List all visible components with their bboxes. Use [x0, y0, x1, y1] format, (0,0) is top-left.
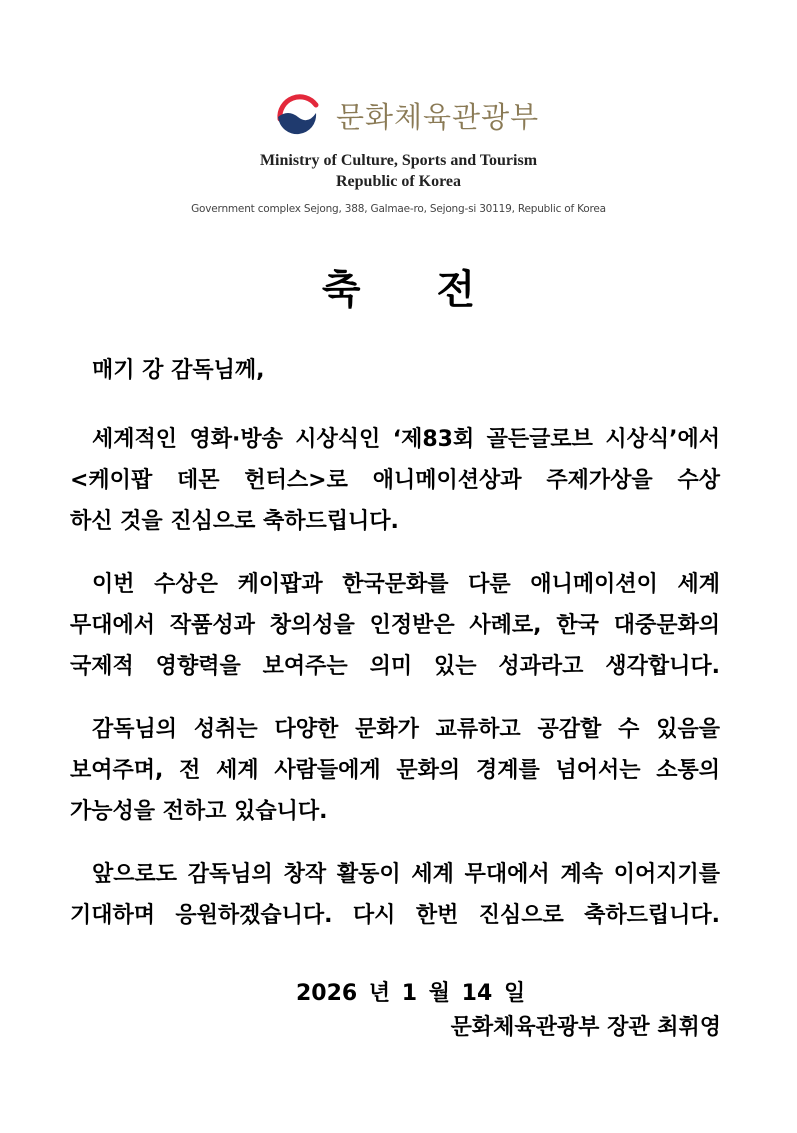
paragraph-4-line-1: 앞으로도 감독님의 창작 활동이 세계 무대에서 계속 이어지기를: [92, 862, 720, 887]
paragraph-2-line-2: 무대에서 작품성과 창의성을 인정받은 사례로, 한국 대중문화의: [70, 613, 720, 638]
paragraph-1-line-2: <케이팝 데몬 헌터스>로 애니메이션상과 주제가상을 수상: [70, 468, 720, 493]
paragraph-1-line-3: 하신 것을 진심으로 축하드립니다.: [70, 509, 399, 534]
paragraph-3-line-1: 감독님의 성취는 다양한 문화가 교류하고 공감할 수 있음을: [92, 717, 720, 742]
paragraph-3-line-3: 가능성을 전하고 있습니다.: [70, 799, 328, 824]
paragraph-4-line-2: 기대하며 응원하겠습니다. 다시 한번 진심으로 축하드립니다.: [70, 903, 720, 928]
ministry-logo: [270, 88, 539, 142]
taegeuk-emblem-icon: [270, 89, 326, 141]
salutation: 매기 강 감독님께,: [92, 358, 265, 383]
letterhead: [0, 0, 797, 230]
letter-date: 2026 년 1 월 14 일: [296, 981, 526, 1006]
ministry-name-korean: 문화체육관광부: [336, 99, 540, 134]
ministry-address: Government complex Sejong, 388, Galmae-ro, Sejong-si 30119, Republic of Korea: [191, 203, 606, 215]
ministry-country: Republic of Korea: [335, 173, 462, 190]
ministry-name-english-line1: Ministry of Culture, Sports and Tourism: [259, 152, 538, 169]
paragraph-2-line-1: 이번 수상은 케이팝과 한국문화를 다룬 애니메이션이 세계: [92, 572, 720, 597]
paragraph-3-line-2: 보여주며, 전 세계 사람들에게 문화의 경계를 넘어서는 소통의: [70, 758, 720, 783]
title-char-1: 축: [321, 266, 361, 313]
paragraph-1-line-1: 세계적인 영화·방송 시상식인 ‘제83회 골든글로브 시상식’에서: [92, 427, 720, 452]
ministry-name-english: [0, 150, 797, 192]
paragraph-2-line-3: 국제적 영향력을 보여주는 의미 있는 성과라고 생각합니다.: [70, 654, 720, 679]
signature: 문화체육관광부 장관 최휘영: [450, 1015, 721, 1040]
document-title: [0, 258, 797, 315]
title-char-2: 전: [436, 266, 476, 313]
